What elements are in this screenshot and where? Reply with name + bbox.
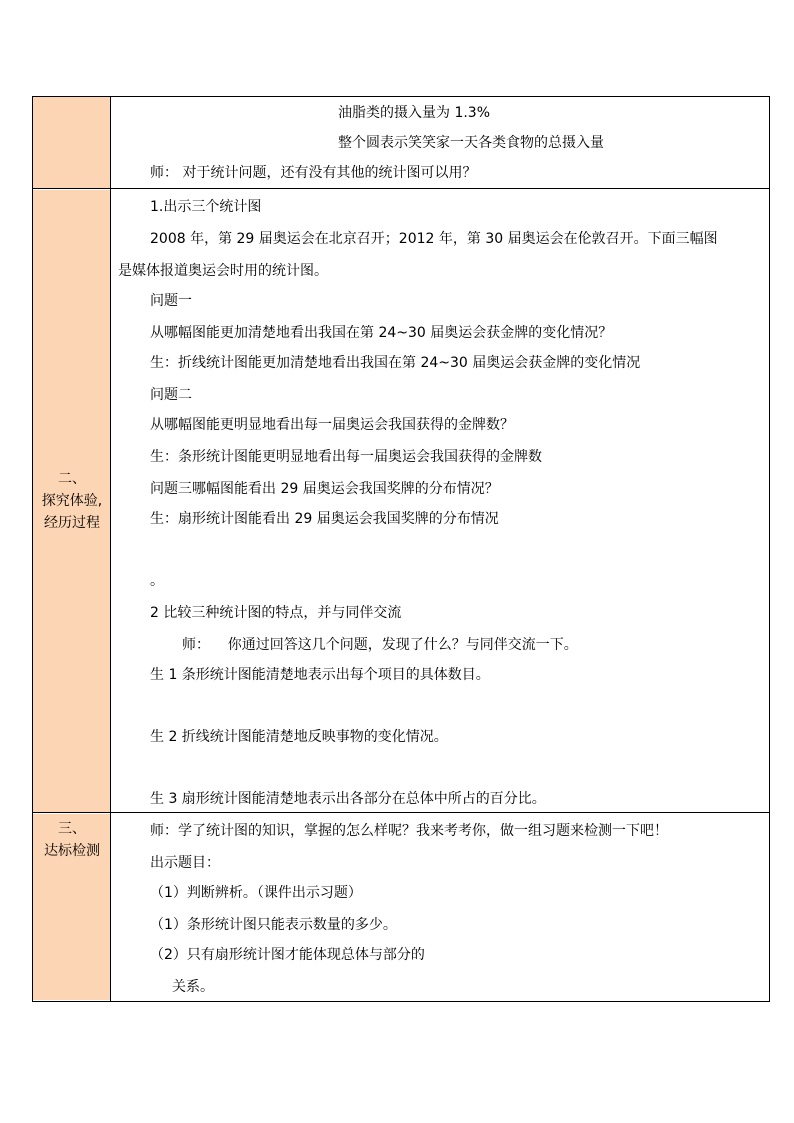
row3-line-2: 出示题目： xyxy=(150,855,220,871)
column-divider xyxy=(110,96,111,1002)
row3-line-1: 师：学了统计图的知识，掌握的怎么样呢？我来考考你，做一组习题来检测一下吧！ xyxy=(150,823,668,839)
row2-line-11: 生：扇形统计图能看出 29 届奥运会我国奖牌的分布情况 xyxy=(150,511,499,527)
row2-line-1: 1.出示三个统计图 xyxy=(150,199,262,215)
row2-line-8: 从哪幅图能更明显地看出每一届奥运会我国获得的金牌数？ xyxy=(150,417,514,433)
row2-line-7: 问题二 xyxy=(150,387,192,403)
row2-line-5: 从哪幅图能更加清楚地看出我国在第 24~30 届奥运会获金牌的变化情况？ xyxy=(150,325,613,341)
row2-line-4: 问题一 xyxy=(150,293,192,309)
lesson-plan-table xyxy=(32,96,770,1002)
row2-label-line-3: 经历过程 xyxy=(44,515,100,531)
row2-line-9: 生：条形统计图能更明显地看出每一届奥运会我国获得的金牌数 xyxy=(150,449,542,465)
row2-line-17: 生 3 扇形统计图能清楚地表示出各部分在总体中所占的百分比。 xyxy=(150,791,546,807)
row2-label-line-2: 探究体验, xyxy=(41,493,103,509)
row2-line-14: 师： 你通过回答这几个问题，发现了什么？与同伴交流一下。 xyxy=(182,637,578,653)
row3-line-4: （1）条形统计图只能表示数量的多少。 xyxy=(150,917,397,933)
row-divider-1 xyxy=(32,188,770,189)
row1-line-3: 师： 对于统计问题，还有没有其他的统计图可以用？ xyxy=(150,165,477,181)
row2-line-10: 问题三哪幅图能看出 29 届奥运会我国奖牌的分布情况？ xyxy=(150,481,499,497)
row3-label-line-2: 达标检测 xyxy=(44,843,100,859)
row2-line-13: 2 比较三种统计图的特点，并与同伴交流 xyxy=(150,605,402,621)
row2-line-12: 。 xyxy=(150,573,164,589)
row2-line-2: 2008 年，第 29 届奥运会在北京召开；2012 年，第 30 届奥运会在伦敦召开。下面三幅图 xyxy=(150,231,718,247)
row1-line-2: 整个圆表示笑笑家一天各类食物的总摄入量 xyxy=(338,135,604,151)
row2-label-line-1: 二、 xyxy=(58,471,86,487)
row1-line-1: 油脂类的摄入量为 1.3% xyxy=(338,105,491,121)
row2-line-6: 生：折线统计图能更加清楚地看出我国在第 24~30 届奥运会获金牌的变化情况 xyxy=(150,355,641,371)
row2-line-15: 生 1 条形统计图能清楚地表示出每个项目的具体数目。 xyxy=(150,667,490,683)
row2-line-16: 生 2 折线统计图能清楚地反映事物的变化情况。 xyxy=(150,729,448,745)
row-divider-2 xyxy=(32,812,770,813)
row2-section-label xyxy=(32,468,112,534)
row3-section-label xyxy=(32,818,112,862)
row3-line-6: 关系。 xyxy=(172,979,214,995)
row2-line-3: 是媒体报道奥运会时用的统计图。 xyxy=(118,263,328,279)
row3-line-3: （1）判断辨析。（课件出示习题） xyxy=(150,885,362,901)
row3-line-5: （2）只有扇形统计图才能体现总体与部分的 xyxy=(150,947,425,963)
row3-label-line-1: 三、 xyxy=(58,821,86,837)
